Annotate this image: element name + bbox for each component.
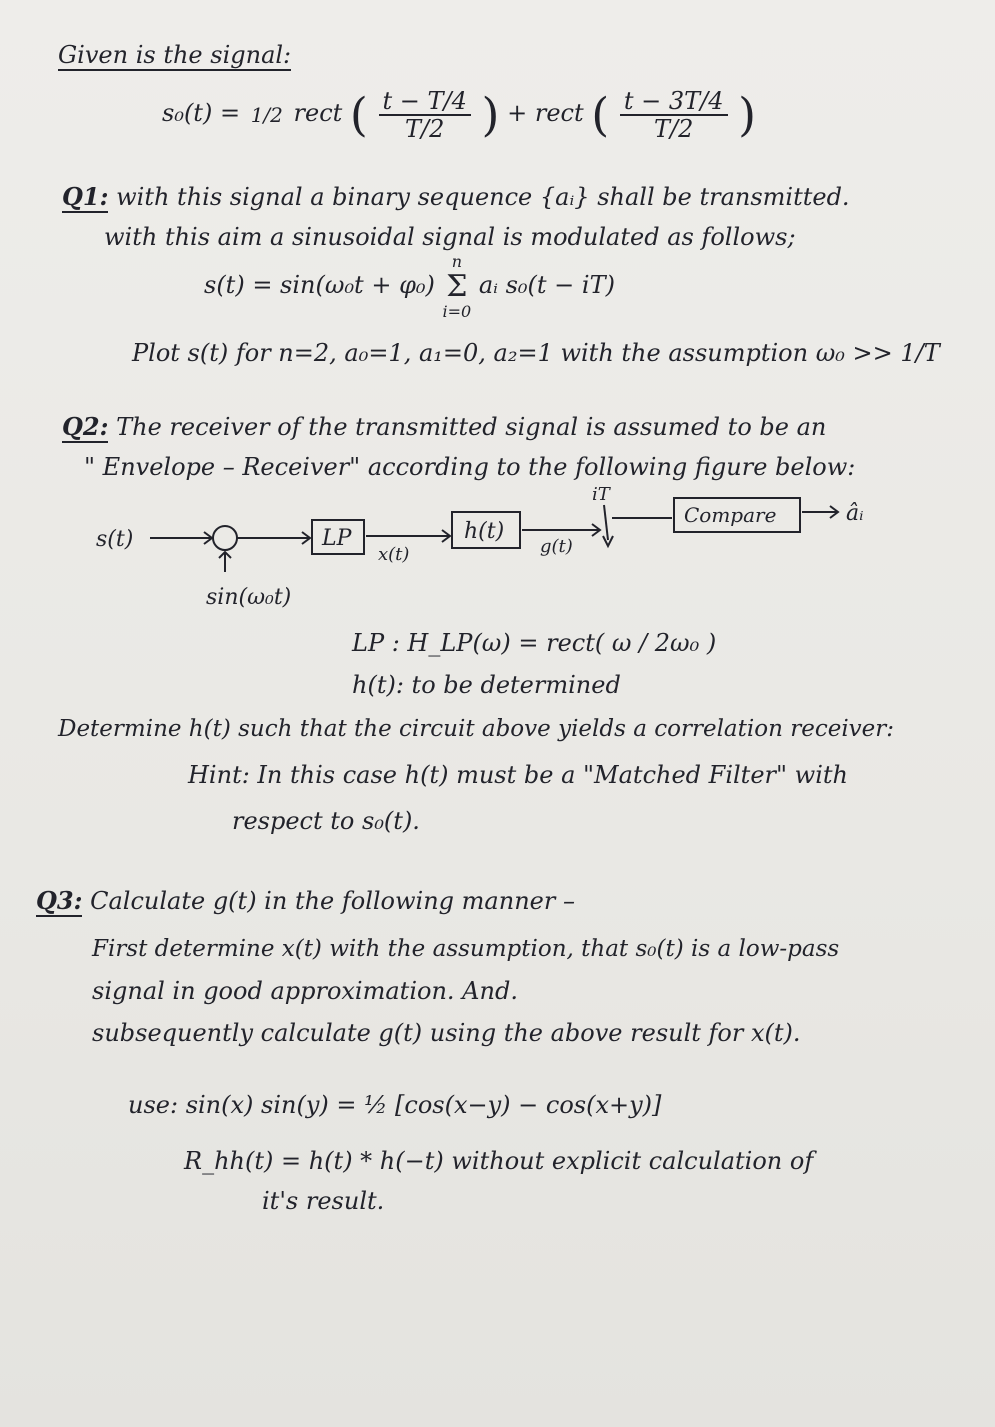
sum-top: n bbox=[451, 251, 462, 271]
q3-line6 bbox=[184, 1146, 813, 1176]
q3-line6-text: R_hh(t) = h(t) * h(−t) without explicit calculation of bbox=[184, 1147, 814, 1175]
q3-line7 bbox=[262, 1186, 384, 1216]
q1-plot-text: Plot s(t) for n=2, a₀=1, a₁=0, a₂=1 with the assumption ω₀ >> 1/T bbox=[132, 339, 940, 367]
q2-hint2-text: respect to s₀(t). bbox=[232, 807, 420, 835]
diagram-sample-label: iT bbox=[592, 484, 610, 505]
sum-bottom: i=0 bbox=[442, 301, 472, 321]
sampler-switch bbox=[604, 505, 608, 540]
q3-line2-text: First determine x(t) with the assumption, that s₀(t) is a low-pass bbox=[92, 936, 840, 962]
coef-text: 1/2 bbox=[250, 102, 283, 127]
q3-label: Q3: bbox=[36, 886, 83, 915]
term2-denominator: T/2 bbox=[654, 114, 694, 143]
lp-def-text: LP : H_LP(ω) = rect( ω / 2ω₀ ) bbox=[352, 629, 717, 657]
q3-line3 bbox=[92, 976, 518, 1006]
term2-numerator: t − 3T/4 bbox=[620, 88, 728, 116]
q3-line1-text: Calculate g(t) in the following manner – bbox=[90, 887, 575, 915]
term1-numerator: t − T/4 bbox=[379, 88, 471, 116]
q2-hint-line2 bbox=[232, 806, 420, 836]
given-text: Given is the signal: bbox=[58, 41, 292, 69]
q3-line4 bbox=[92, 1018, 801, 1048]
q2-line1-text: The receiver of the transmitted signal is assumed to be an bbox=[116, 413, 827, 441]
q3-line3-text: signal in good approximation. And. bbox=[92, 977, 518, 1005]
signal-lhs: s₀(t) = bbox=[162, 99, 248, 127]
mixer-circle bbox=[213, 526, 237, 550]
q1-line2-text: with this aim a sinusoidal signal is modulated as follows; bbox=[104, 223, 796, 251]
q2-task-text: Determine h(t) such that the circuit above yields a correlation receiver: bbox=[58, 716, 895, 742]
q1-label: Q1: bbox=[62, 182, 109, 211]
q3-line4-text: subsequently calculate g(t) using the above result for x(t). bbox=[92, 1019, 801, 1047]
q2-label: Q2: bbox=[62, 412, 109, 441]
h-definition bbox=[352, 670, 621, 700]
diagram-output-label: âᵢ bbox=[846, 501, 864, 526]
diagram-x-label: x(t) bbox=[378, 544, 410, 565]
q2-hint-line1 bbox=[188, 760, 848, 790]
q2-hint1-text: Hint: In this case h(t) must be a "Matched Filter" with bbox=[188, 761, 848, 789]
q3-line7-text: it's result. bbox=[262, 1187, 385, 1215]
q1-eq-lhs: s(t) = sin(ω₀t + φ₀) bbox=[204, 271, 435, 299]
q1-line1-text: with this signal a binary sequence {aᵢ} shall be transmitted. bbox=[116, 183, 850, 211]
q3-line1 bbox=[36, 886, 575, 916]
q2-task bbox=[58, 714, 894, 744]
diagram-input-label: s(t) bbox=[96, 527, 134, 552]
q3-line2 bbox=[92, 934, 839, 964]
q3-line5-text: use: sin(x) sin(y) = ½ [cos(x−y) − cos(x+y)] bbox=[128, 1091, 662, 1119]
q1-eq-rhs: aᵢ s₀(t − iT) bbox=[478, 271, 615, 299]
diagram-g-label: g(t) bbox=[540, 536, 573, 557]
plus-rect-label: + rect bbox=[507, 99, 584, 127]
h-def-text: h(t): to be determined bbox=[352, 671, 621, 699]
q3-line5 bbox=[128, 1090, 661, 1120]
diagram-compare-label: Compare bbox=[684, 503, 777, 527]
diagram-lp-label: LP bbox=[322, 526, 352, 551]
lp-definition bbox=[352, 628, 716, 658]
signal-equation: s₀(t) = 1/2 rect ( $\frac{t - T/4}{T/2}$ ) + rect ( $\frac{t - 3T/4}{T/2}$ ) bbox=[162, 68, 756, 158]
diagram-h-label: h(t) bbox=[464, 519, 505, 544]
diagram-carrier-label: sin(ω₀t) bbox=[206, 585, 292, 610]
sum-symbol: n Σ i=0 bbox=[442, 251, 472, 321]
term1-denominator: T/2 bbox=[405, 114, 445, 143]
q2-line2-text: " Envelope – Receiver" according to the following figure below: bbox=[84, 453, 856, 481]
rect1-label: rect bbox=[293, 99, 343, 127]
